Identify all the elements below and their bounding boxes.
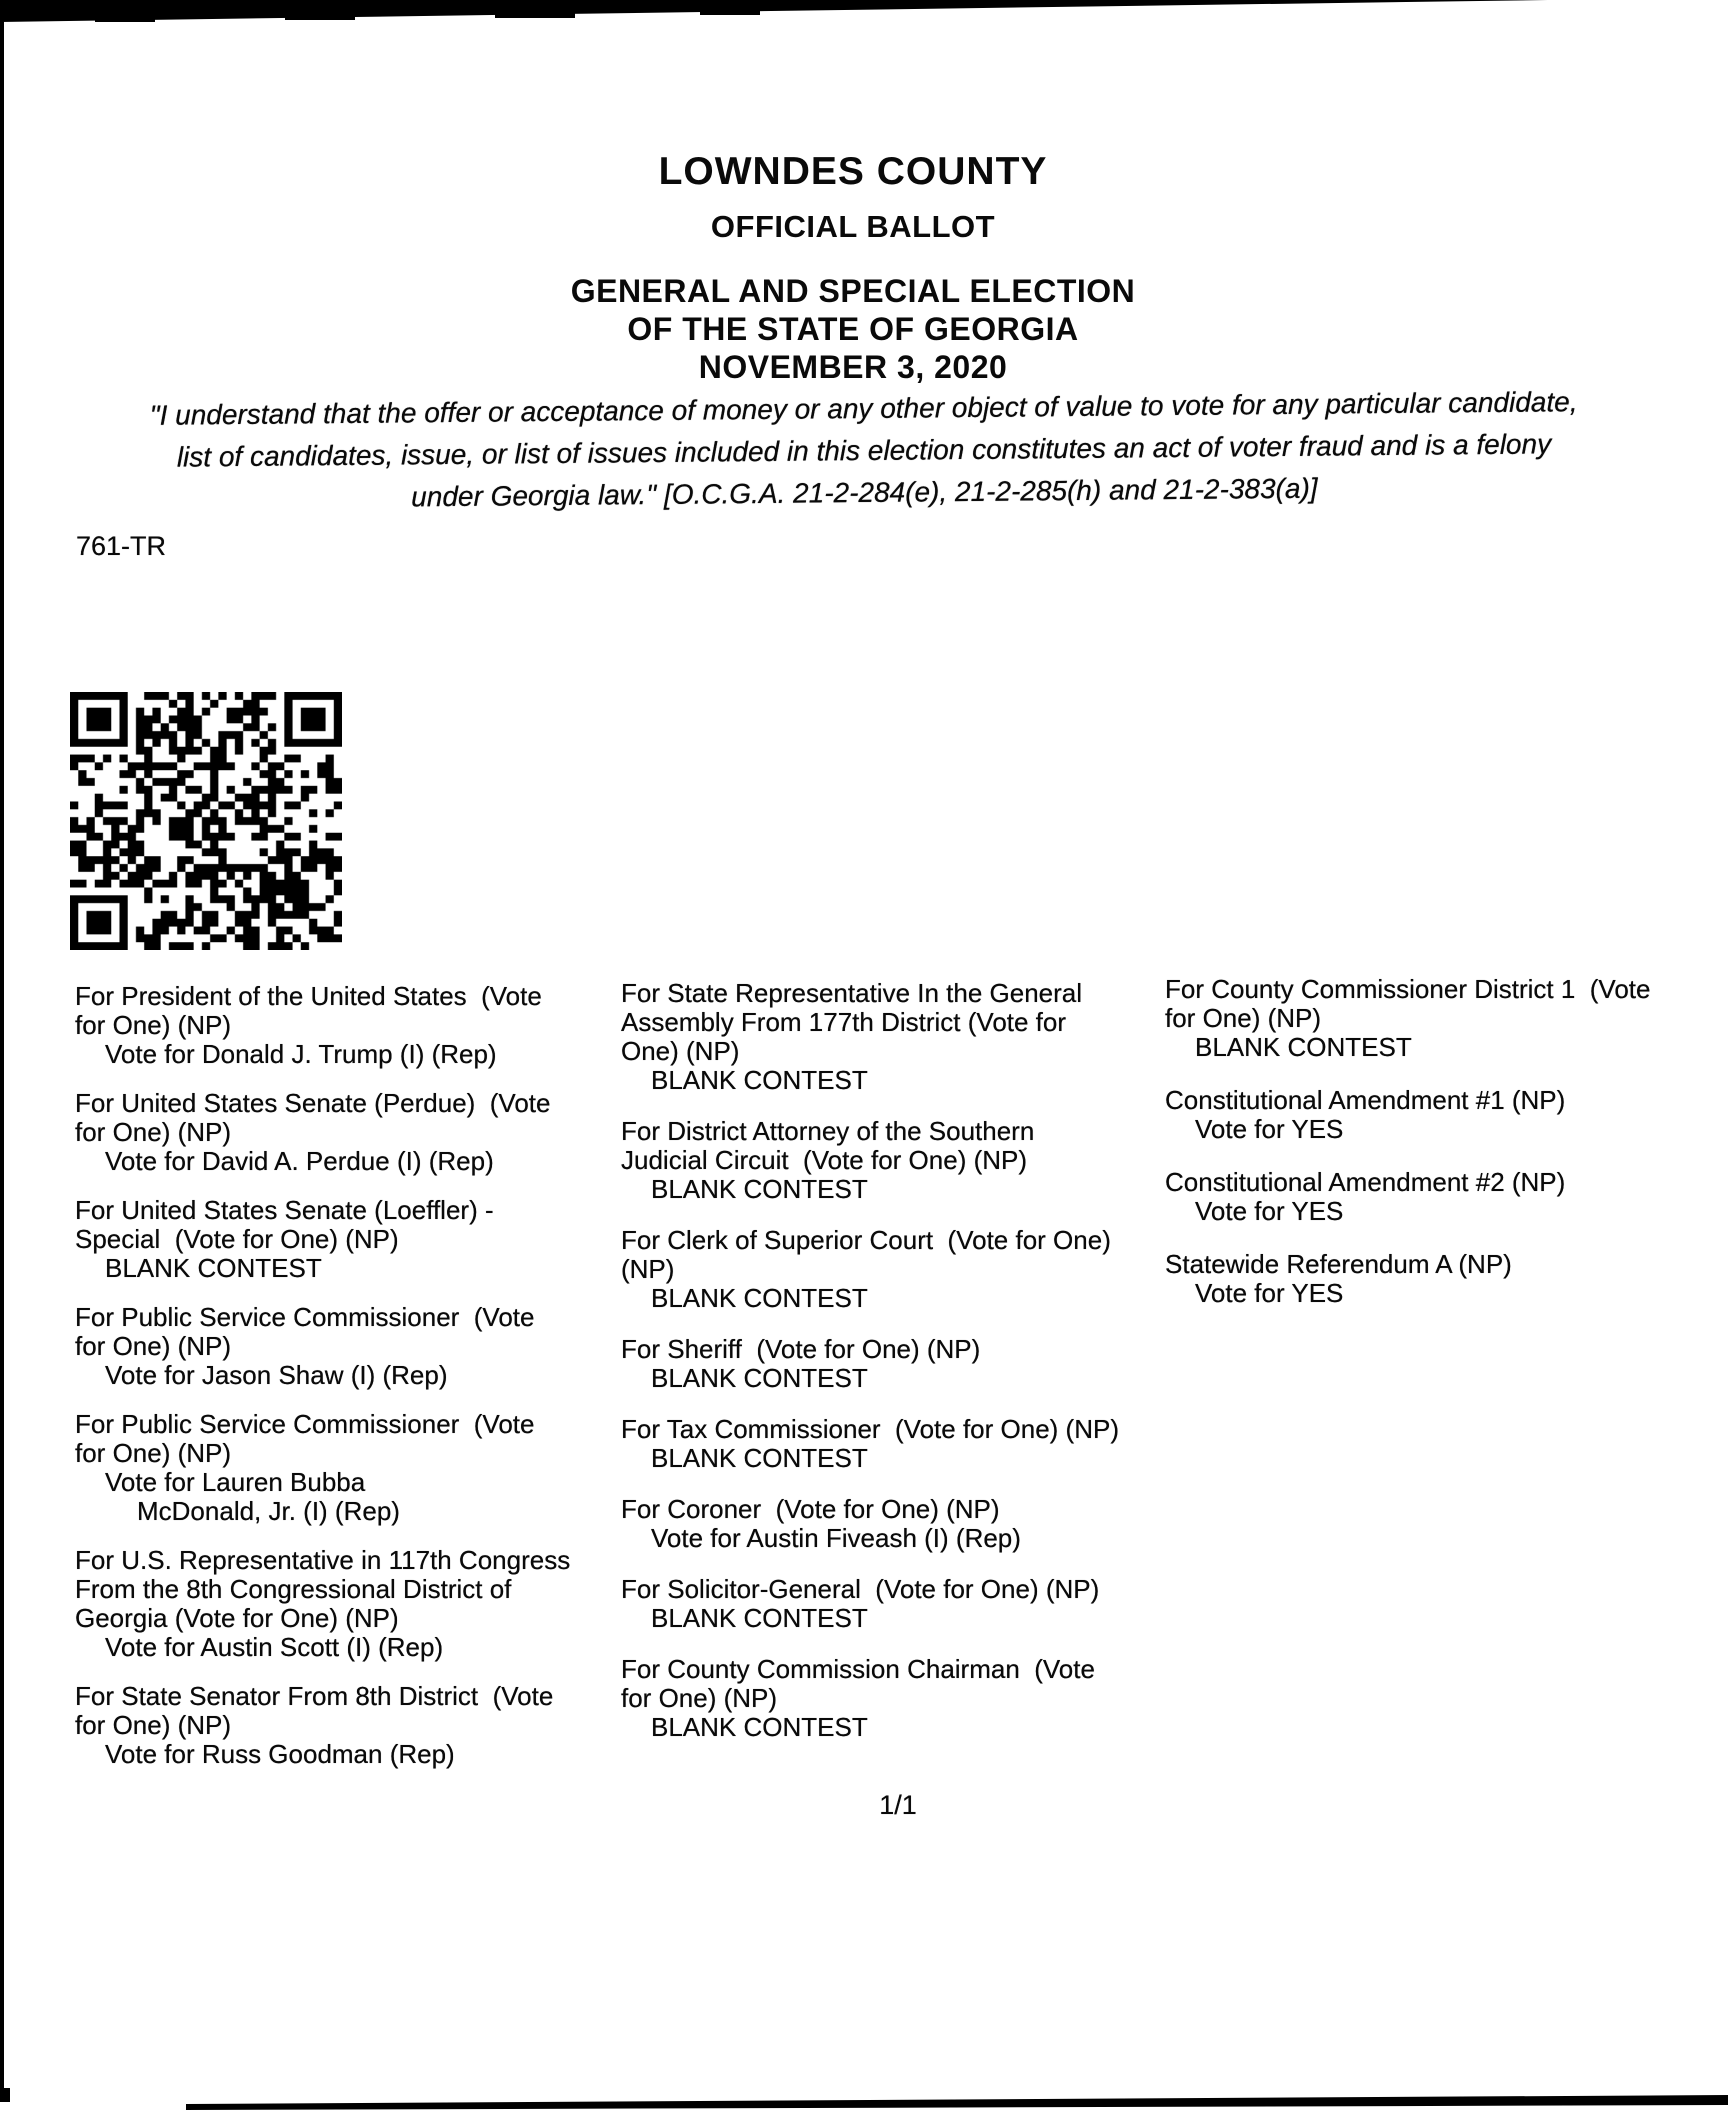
contest-title-line: (NP) bbox=[621, 1254, 675, 1284]
contest-title-line: For President of the United States (Vote bbox=[75, 981, 542, 1011]
contest-title-line: For U.S. Representative in 117th Congress bbox=[75, 1545, 571, 1575]
qr-code bbox=[70, 692, 342, 950]
contest-choice-line: BLANK CONTEST bbox=[651, 1363, 868, 1393]
contest-title-line: For County Commissioner District 1 (Vote bbox=[1165, 974, 1651, 1004]
contest-choice-line: McDonald, Jr. (I) (Rep) bbox=[137, 1496, 400, 1526]
contest-choice-line: Vote for YES bbox=[1195, 1114, 1344, 1144]
contest-choice-line: BLANK CONTEST bbox=[1195, 1032, 1412, 1062]
contest-block bbox=[621, 1226, 1181, 1313]
contest-block bbox=[1165, 1168, 1725, 1226]
disclaimer-line: list of candidates, issue, or list of issues included in this election constitutes an act of voter fraud and is a felony bbox=[176, 428, 1552, 473]
contest-title-line: For Solicitor-General (Vote for One) (NP) bbox=[621, 1574, 1100, 1604]
contest-column-2 bbox=[621, 979, 1181, 1764]
contest-title-line: for One) (NP) bbox=[75, 1710, 232, 1740]
contest-choice-line: Vote for David A. Perdue (I) (Rep) bbox=[105, 1146, 494, 1176]
disclaimer-line: "I understand that the offer or acceptance of money or any other object of value to vote for any particular candidate, bbox=[149, 386, 1578, 431]
contest-block bbox=[75, 982, 635, 1069]
contest-title-line: For County Commission Chairman (Vote bbox=[621, 1654, 1095, 1684]
ballot-type-title: OFFICIAL BALLOT bbox=[710, 209, 996, 244]
contest-choice-line: BLANK CONTEST bbox=[651, 1603, 868, 1633]
contest-block bbox=[621, 979, 1181, 1095]
contest-title-line: For State Senator From 8th District (Vote bbox=[75, 1681, 554, 1711]
contest-title-line: Statewide Referendum A (NP) bbox=[1165, 1249, 1512, 1279]
contest-block bbox=[621, 1495, 1181, 1553]
precinct-code: 761-TR bbox=[76, 531, 167, 561]
contest-title-line: For Coroner (Vote for One) (NP) bbox=[621, 1494, 1000, 1524]
contest-block bbox=[621, 1415, 1181, 1473]
contest-title-line: One) (NP) bbox=[621, 1036, 740, 1066]
contest-title-line: For United States Senate (Loeffler) - bbox=[75, 1195, 494, 1225]
contest-choice-line: BLANK CONTEST bbox=[651, 1065, 868, 1095]
contest-title-line: Constitutional Amendment #1 (NP) bbox=[1165, 1085, 1566, 1115]
contest-choice-line: Vote for Jason Shaw (I) (Rep) bbox=[105, 1360, 448, 1390]
contest-column-1 bbox=[75, 982, 635, 1789]
contest-title-line: for One) (NP) bbox=[75, 1010, 232, 1040]
contest-choice-line: BLANK CONTEST bbox=[651, 1283, 868, 1313]
contest-title-line: For Public Service Commissioner (Vote bbox=[75, 1409, 535, 1439]
contest-choice-line: BLANK CONTEST bbox=[651, 1174, 868, 1204]
contest-block bbox=[621, 1575, 1181, 1633]
scan-artifact-top bbox=[0, 0, 1548, 22]
contest-title-line: For Public Service Commissioner (Vote bbox=[75, 1302, 535, 1332]
county-title: LOWNDES COUNTY bbox=[658, 150, 1048, 193]
contest-block bbox=[75, 1410, 635, 1526]
contest-title-line: for One) (NP) bbox=[621, 1683, 778, 1713]
contest-title-line: Georgia (Vote for One) (NP) bbox=[75, 1603, 399, 1633]
election-title-line: GENERAL AND SPECIAL ELECTION bbox=[570, 273, 1136, 309]
contest-choice-line: Vote for YES bbox=[1195, 1196, 1344, 1226]
contest-title-line: For Clerk of Superior Court (Vote for One) bbox=[621, 1225, 1111, 1255]
election-title-line: NOVEMBER 3, 2020 bbox=[698, 349, 1008, 385]
contest-choice-line: BLANK CONTEST bbox=[651, 1443, 868, 1473]
contest-title-line: For State Representative In the General bbox=[621, 978, 1083, 1008]
election-title bbox=[0, 272, 1706, 386]
contest-block bbox=[75, 1303, 635, 1390]
contest-title-line: Constitutional Amendment #2 (NP) bbox=[1165, 1167, 1566, 1197]
contest-title-line: From the 8th Congressional District of bbox=[75, 1574, 512, 1604]
scan-artifact-bottom bbox=[186, 2095, 1728, 2110]
contest-block bbox=[1165, 975, 1725, 1062]
disclaimer-line: under Georgia law." [O.C.G.A. 21-2-284(e), 21-2-285(h) and 21-2-383(a)] bbox=[411, 472, 1318, 513]
contest-choice-line: Vote for Lauren Bubba bbox=[105, 1467, 366, 1497]
contest-column-3 bbox=[1165, 975, 1725, 1332]
contest-title-line: Special (Vote for One) (NP) bbox=[75, 1224, 399, 1254]
contest-title-line: For United States Senate (Perdue) (Vote bbox=[75, 1088, 551, 1118]
contest-choice-line: Vote for Austin Fiveash (I) (Rep) bbox=[651, 1523, 1021, 1553]
contest-choice-line: Vote for Russ Goodman (Rep) bbox=[105, 1739, 455, 1769]
contest-block bbox=[1165, 1250, 1725, 1308]
contest-title-line: for One) (NP) bbox=[1165, 1003, 1322, 1033]
voter-fraud-disclaimer bbox=[0, 380, 1728, 523]
contest-title-line: for One) (NP) bbox=[75, 1117, 232, 1147]
contest-block bbox=[75, 1682, 635, 1769]
contest-choice-line: Vote for Austin Scott (I) (Rep) bbox=[105, 1632, 444, 1662]
contest-title-line: Judicial Circuit (Vote for One) (NP) bbox=[621, 1145, 1028, 1175]
contest-title-line: for One) (NP) bbox=[75, 1438, 232, 1468]
page-number: 1/1 bbox=[879, 1790, 917, 1820]
contest-choice-line: BLANK CONTEST bbox=[651, 1712, 868, 1742]
contest-title-line: for One) (NP) bbox=[75, 1331, 232, 1361]
election-title-line: OF THE STATE OF GEORGIA bbox=[627, 311, 1079, 347]
contest-block bbox=[75, 1546, 635, 1662]
contest-choice-line: Vote for YES bbox=[1195, 1278, 1344, 1308]
contest-title-line: For Sheriff (Vote for One) (NP) bbox=[621, 1334, 981, 1364]
contest-title-line: For District Attorney of the Southern bbox=[621, 1116, 1035, 1146]
contest-choice-line: BLANK CONTEST bbox=[105, 1253, 322, 1283]
contest-choice-line: Vote for Donald J. Trump (I) (Rep) bbox=[105, 1039, 497, 1069]
contest-block bbox=[75, 1196, 635, 1283]
contest-block bbox=[75, 1089, 635, 1176]
contest-block bbox=[1165, 1086, 1725, 1144]
contest-title-line: Assembly From 177th District (Vote for bbox=[621, 1007, 1067, 1037]
contest-block bbox=[621, 1117, 1181, 1204]
contest-block bbox=[621, 1655, 1181, 1742]
contest-title-line: For Tax Commissioner (Vote for One) (NP) bbox=[621, 1414, 1119, 1444]
contest-block bbox=[621, 1335, 1181, 1393]
